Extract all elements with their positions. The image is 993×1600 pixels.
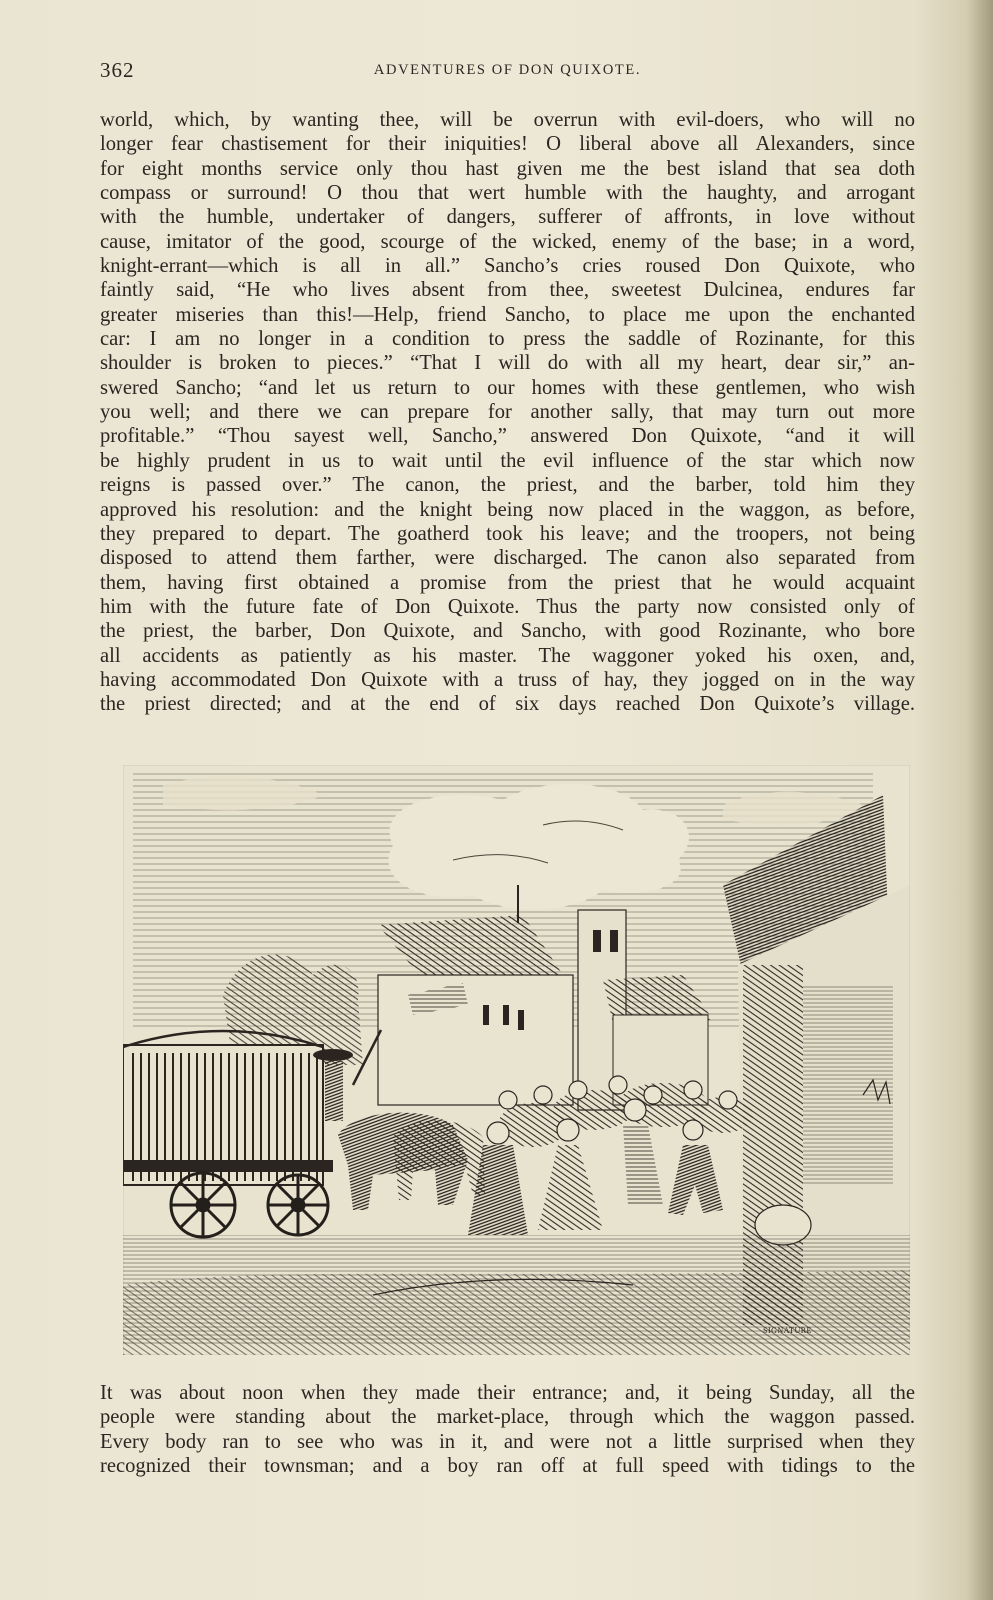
text-line: they prepared to depart. The goatherd took his leave; and the troopers, not being: [100, 522, 915, 545]
body-text-top: [100, 108, 915, 717]
text-line: It was about noon when they made their entrance; and, it being Sunday, all the: [100, 1382, 915, 1404]
text-line: car: I am no longer in a condition to press the saddle of Rozinante, for this: [100, 328, 915, 351]
text-line: reigns is passed over.” The canon, the priest, and the barber, told him they: [100, 474, 915, 497]
text-line: disposed to attend them farther, were discharged. The canon also separated from: [100, 547, 915, 570]
text-line: greater miseries than this!—Help, friend Sancho, to place me upon the enchanted: [100, 303, 915, 326]
text-line: having accommodated Don Quixote with a truss of hay, they jogged on in the way: [100, 668, 915, 691]
text-line: him with the future fate of Don Quixote. Thus the party now consisted only of: [100, 595, 915, 618]
text-line: profitable.” “Thou sayest well, Sancho,” answered Don Quixote, “and it will: [100, 425, 915, 448]
text-line: compass or surround! O thou that wert humble with the haughty, and arrogant: [100, 182, 915, 205]
text-line: you well; and there we can prepare for another sally, that may turn out more: [100, 401, 915, 424]
engraver-signature: SIGNATURE: [763, 1326, 812, 1335]
text-line: world, which, by wanting thee, will be overrun with evil-doers, who will no: [100, 109, 915, 131]
text-line: recognized their townsman; and a boy ran off at full speed with tidings to the: [100, 1455, 915, 1478]
text-line: be highly prudent in us to wait until the evil influence of the star which now: [100, 449, 915, 472]
text-line: the priest directed; and at the end of six days reached Don Quixote’s village.: [100, 693, 915, 716]
engraving-waggon-arriving-village-icon: [123, 765, 910, 1355]
body-text-bottom: [100, 1381, 915, 1478]
text-line: the priest, the barber, Don Quixote, and Sancho, with good Rozinante, who bore: [100, 620, 915, 643]
page-edge-shadow: [967, 0, 993, 1600]
text-line: with the humble, undertaker of dangers, sufferer of affronts, in love without: [100, 206, 915, 229]
text-line: people were standing about the market-place, through which the waggon passed.: [100, 1406, 915, 1429]
text-line: shoulder is broken to pieces.” “That I will do with all my heart, dear sir,” an-: [100, 352, 915, 375]
text-line: faintly said, “He who lives absent from thee, sweetest Dulcinea, endures far: [100, 279, 915, 302]
text-line: swered Sancho; “and let us return to our homes with these gentlemen, who wish: [100, 376, 915, 399]
running-head: [100, 58, 915, 82]
text-line: them, having first obtained a promise from the priest that he would acquaint: [100, 571, 915, 594]
text-line: Every body ran to see who was in it, and were not a little surprised when they: [100, 1430, 915, 1453]
text-line: approved his resolution: and the knight being now placed in the waggon, as before,: [100, 498, 915, 521]
text-line: for eight months service only thou hast given me the best island that sea doth: [100, 157, 915, 180]
text-line: cause, imitator of the good, scourge of the wicked, enemy of the base; in a word,: [100, 230, 915, 253]
text-line: knight-errant—which is all in all.” Sancho’s cries roused Don Quixote, who: [100, 255, 915, 278]
text-line: longer fear chastisement for their iniquities! O liberal above all Alexanders, since: [100, 133, 915, 156]
running-title: ADVENTURES OF DON QUIXOTE.: [373, 62, 642, 78]
text-line: all accidents as patiently as his master. The waggoner yoked his oxen, and,: [100, 644, 915, 667]
page-number: 362: [100, 58, 135, 82]
